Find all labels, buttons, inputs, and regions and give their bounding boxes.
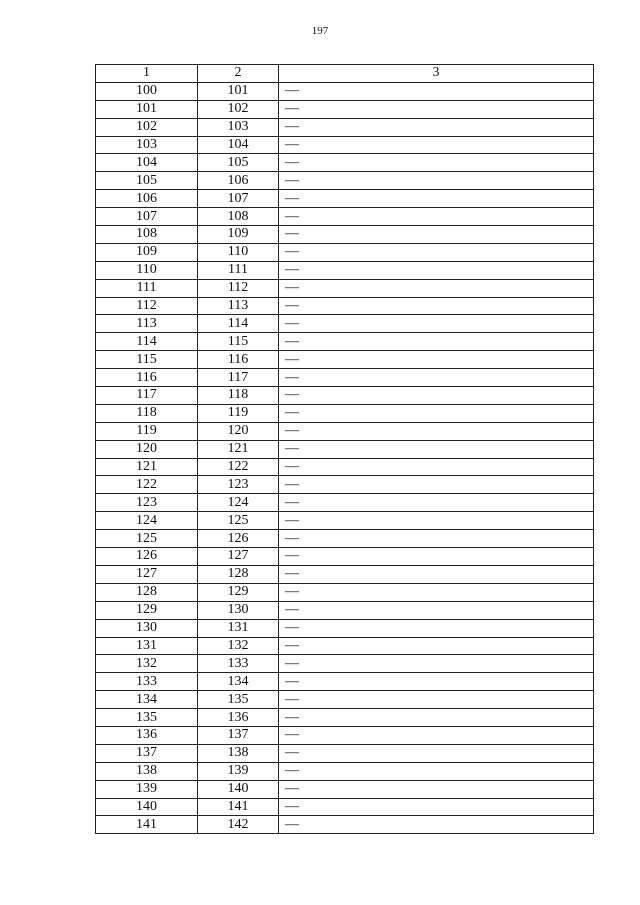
table-cell-col-3: —: [279, 816, 594, 834]
table-cell-col-3: —: [279, 333, 594, 351]
table-cell-col-1: 113: [96, 315, 198, 333]
column-header-3: 3: [279, 65, 594, 83]
table-cell-col-1: 119: [96, 422, 198, 440]
table-row: [96, 512, 594, 530]
table-cell-col-2: 131: [198, 619, 279, 637]
table-cell-col-2: 102: [198, 100, 279, 118]
table-row: [96, 583, 594, 601]
table-row: [96, 440, 594, 458]
table-body: [96, 82, 594, 833]
table-cell-col-3: —: [279, 154, 594, 172]
table-row: [96, 780, 594, 798]
table-cell-col-3: —: [279, 512, 594, 530]
table-cell-col-1: 115: [96, 351, 198, 369]
table-cell-col-2: 134: [198, 673, 279, 691]
table-cell-col-3: —: [279, 673, 594, 691]
table-cell-col-3: —: [279, 243, 594, 261]
table-cell-col-1: 102: [96, 118, 198, 136]
table-row: [96, 208, 594, 226]
table-row: [96, 637, 594, 655]
table-cell-col-3: —: [279, 118, 594, 136]
table-cell-col-2: 106: [198, 172, 279, 190]
table-cell-col-3: —: [279, 351, 594, 369]
table-row: [96, 762, 594, 780]
table-row: [96, 565, 594, 583]
table-cell-col-2: 104: [198, 136, 279, 154]
table-cell-col-2: 139: [198, 762, 279, 780]
table-row: [96, 798, 594, 816]
table-cell-col-2: 127: [198, 548, 279, 566]
table-cell-col-3: —: [279, 369, 594, 387]
table-cell-col-1: 130: [96, 619, 198, 637]
table-cell-col-3: —: [279, 136, 594, 154]
table-cell-col-1: 120: [96, 440, 198, 458]
page-number: 197: [311, 25, 329, 37]
table-cell-col-1: 122: [96, 476, 198, 494]
table-cell-col-1: 136: [96, 726, 198, 744]
table-row: [96, 673, 594, 691]
table-cell-col-3: —: [279, 494, 594, 512]
table-row: [96, 548, 594, 566]
table-cell-col-2: 115: [198, 333, 279, 351]
table-cell-col-2: 136: [198, 709, 279, 727]
table-cell-col-1: 133: [96, 673, 198, 691]
table-cell-col-1: 101: [96, 100, 198, 118]
table-cell-col-1: 108: [96, 226, 198, 244]
table-row: [96, 243, 594, 261]
table-header-row: [96, 65, 594, 83]
table-cell-col-1: 106: [96, 190, 198, 208]
column-header-2: 2: [198, 65, 279, 83]
table-row: [96, 709, 594, 727]
table-cell-col-3: —: [279, 172, 594, 190]
table-cell-col-3: —: [279, 798, 594, 816]
table-row: [96, 691, 594, 709]
table-cell-col-2: 117: [198, 369, 279, 387]
table-cell-col-3: —: [279, 100, 594, 118]
table-cell-col-2: 118: [198, 387, 279, 405]
table-cell-col-1: 110: [96, 261, 198, 279]
table-cell-col-3: —: [279, 279, 594, 297]
table-cell-col-2: 101: [198, 82, 279, 100]
table-cell-col-1: 116: [96, 369, 198, 387]
table-cell-col-3: —: [279, 82, 594, 100]
table-cell-col-3: —: [279, 208, 594, 226]
table-cell-col-2: 129: [198, 583, 279, 601]
table-cell-col-2: 137: [198, 726, 279, 744]
data-table: [95, 64, 594, 834]
table-cell-col-1: 114: [96, 333, 198, 351]
table-cell-col-2: 119: [198, 404, 279, 422]
table-cell-col-2: 140: [198, 780, 279, 798]
table-cell-col-1: 139: [96, 780, 198, 798]
table-cell-col-2: 114: [198, 315, 279, 333]
table-cell-col-3: —: [279, 637, 594, 655]
table-cell-col-1: 100: [96, 82, 198, 100]
table-cell-col-3: —: [279, 440, 594, 458]
table-cell-col-3: —: [279, 583, 594, 601]
table-cell-col-3: —: [279, 655, 594, 673]
table-cell-col-1: 126: [96, 548, 198, 566]
table-row: [96, 351, 594, 369]
table-cell-col-2: 121: [198, 440, 279, 458]
table-row: [96, 458, 594, 476]
table-cell-col-2: 124: [198, 494, 279, 512]
table-cell-col-1: 121: [96, 458, 198, 476]
table-cell-col-2: 120: [198, 422, 279, 440]
table-cell-col-2: 123: [198, 476, 279, 494]
table-cell-col-2: 132: [198, 637, 279, 655]
table-row: [96, 601, 594, 619]
table-cell-col-1: 131: [96, 637, 198, 655]
table-cell-col-1: 141: [96, 816, 198, 834]
table-cell-col-3: —: [279, 458, 594, 476]
table-cell-col-3: —: [279, 190, 594, 208]
table-cell-col-3: —: [279, 315, 594, 333]
table-cell-col-3: —: [279, 404, 594, 422]
table-cell-col-3: —: [279, 530, 594, 548]
table-cell-col-2: 128: [198, 565, 279, 583]
table-cell-col-2: 112: [198, 279, 279, 297]
table-cell-col-2: 141: [198, 798, 279, 816]
table-cell-col-2: 116: [198, 351, 279, 369]
table-cell-col-3: —: [279, 226, 594, 244]
table-cell-col-2: 125: [198, 512, 279, 530]
table-row: [96, 655, 594, 673]
table-row: [96, 118, 594, 136]
table-cell-col-2: 142: [198, 816, 279, 834]
table-cell-col-3: —: [279, 726, 594, 744]
table-cell-col-2: 103: [198, 118, 279, 136]
table-cell-col-3: —: [279, 387, 594, 405]
table-cell-col-1: 109: [96, 243, 198, 261]
column-header-1: 1: [96, 65, 198, 83]
table-cell-col-2: 108: [198, 208, 279, 226]
table-cell-col-1: 137: [96, 744, 198, 762]
table-cell-col-1: 111: [96, 279, 198, 297]
table-row: [96, 297, 594, 315]
table-cell-col-3: —: [279, 297, 594, 315]
table-row: [96, 315, 594, 333]
table-row: [96, 279, 594, 297]
table-cell-col-3: —: [279, 780, 594, 798]
table-cell-col-1: 125: [96, 530, 198, 548]
table-row: [96, 82, 594, 100]
table-cell-col-1: 138: [96, 762, 198, 780]
table-row: [96, 404, 594, 422]
table-row: [96, 261, 594, 279]
table-cell-col-3: —: [279, 709, 594, 727]
table-cell-col-3: —: [279, 565, 594, 583]
table-cell-col-3: —: [279, 744, 594, 762]
table-cell-col-3: —: [279, 691, 594, 709]
table-cell-col-3: —: [279, 261, 594, 279]
table-row: [96, 726, 594, 744]
table-cell-col-1: 112: [96, 297, 198, 315]
table-row: [96, 619, 594, 637]
table-row: [96, 172, 594, 190]
table-row: [96, 494, 594, 512]
table-cell-col-1: 140: [96, 798, 198, 816]
table-cell-col-1: 117: [96, 387, 198, 405]
table-cell-col-2: 107: [198, 190, 279, 208]
table-cell-col-2: 122: [198, 458, 279, 476]
table-cell-col-3: —: [279, 619, 594, 637]
table-row: [96, 333, 594, 351]
table-cell-col-3: —: [279, 601, 594, 619]
table-cell-col-1: 118: [96, 404, 198, 422]
table-row: [96, 816, 594, 834]
table-cell-col-1: 103: [96, 136, 198, 154]
table-row: [96, 226, 594, 244]
table-row: [96, 154, 594, 172]
table-cell-col-2: 133: [198, 655, 279, 673]
table-row: [96, 369, 594, 387]
table-cell-col-1: 128: [96, 583, 198, 601]
table-cell-col-2: 135: [198, 691, 279, 709]
table-cell-col-3: —: [279, 548, 594, 566]
table-cell-col-2: 126: [198, 530, 279, 548]
table-row: [96, 387, 594, 405]
table-cell-col-2: 110: [198, 243, 279, 261]
table-cell-col-2: 138: [198, 744, 279, 762]
table-row: [96, 530, 594, 548]
table-row: [96, 422, 594, 440]
table-cell-col-3: —: [279, 476, 594, 494]
table-cell-col-1: 107: [96, 208, 198, 226]
table-cell-col-3: —: [279, 422, 594, 440]
table-cell-col-1: 123: [96, 494, 198, 512]
table-cell-col-2: 109: [198, 226, 279, 244]
table-cell-col-1: 124: [96, 512, 198, 530]
table-cell-col-1: 105: [96, 172, 198, 190]
table-row: [96, 744, 594, 762]
table-cell-col-1: 104: [96, 154, 198, 172]
table-cell-col-2: 105: [198, 154, 279, 172]
table-cell-col-1: 127: [96, 565, 198, 583]
table-row: [96, 476, 594, 494]
table-row: [96, 100, 594, 118]
table-cell-col-2: 113: [198, 297, 279, 315]
table-row: [96, 190, 594, 208]
table-cell-col-1: 134: [96, 691, 198, 709]
table-cell-col-1: 129: [96, 601, 198, 619]
table-row: [96, 136, 594, 154]
table-cell-col-1: 135: [96, 709, 198, 727]
table-cell-col-1: 132: [96, 655, 198, 673]
table-cell-col-2: 130: [198, 601, 279, 619]
table-cell-col-3: —: [279, 762, 594, 780]
table-cell-col-2: 111: [198, 261, 279, 279]
